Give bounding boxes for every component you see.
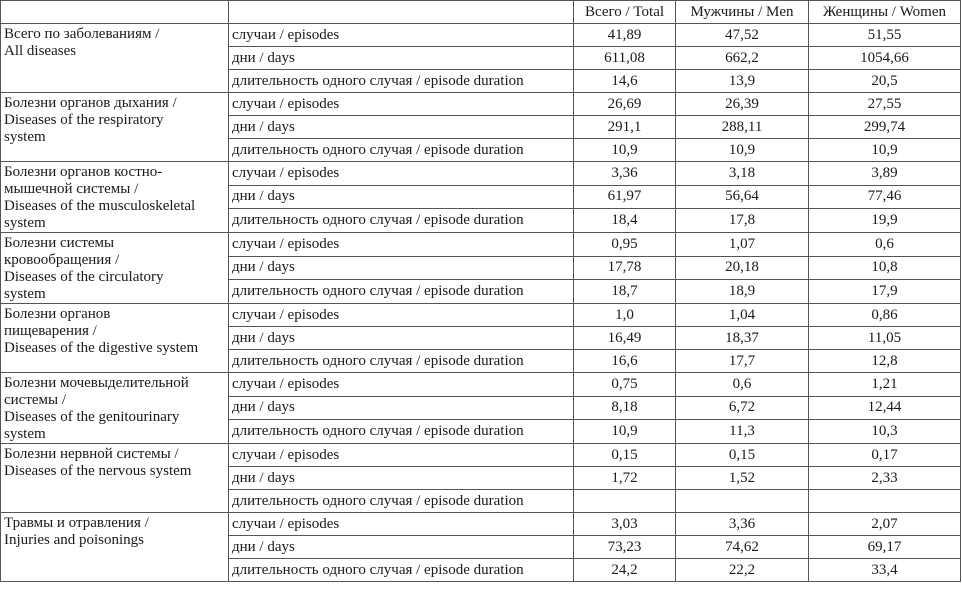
disease-group-line: Diseases of the nervous system — [4, 463, 192, 479]
men-value-cell: 11,3 — [676, 420, 809, 444]
women-value-cell: 12,8 — [809, 350, 961, 373]
men-value-cell: 20,18 — [676, 256, 809, 280]
total-value-cell: 0,15 — [574, 444, 676, 467]
total-value-cell: 1,72 — [574, 467, 676, 490]
men-value-cell: 3,36 — [676, 513, 809, 536]
disease-group-line: Болезни органов костно- — [4, 164, 163, 180]
men-value-cell: 0,6 — [676, 373, 809, 397]
men-value-cell: 18,37 — [676, 327, 809, 350]
men-value-cell: 13,9 — [676, 70, 809, 93]
total-value-cell: 0,95 — [574, 233, 676, 257]
disease-group-line: Болезни системы — [4, 235, 115, 251]
header-row — [1, 1, 961, 24]
metric-label-cell: случаи / episodes — [229, 304, 574, 327]
total-value-cell: 611,08 — [574, 47, 676, 70]
disease-group-line: Всего по заболеваниям / — [4, 26, 160, 42]
women-value-cell — [809, 490, 961, 513]
disease-group-line: кровообращения / — [4, 252, 120, 268]
women-value-cell: 10,3 — [809, 420, 961, 444]
metric-label-cell: дни / days — [229, 467, 574, 490]
disease-group-line: Diseases of the circulatory — [4, 269, 164, 285]
men-value-cell: 3,18 — [676, 162, 809, 186]
total-value-cell: 10,9 — [574, 420, 676, 444]
total-value-cell: 3,03 — [574, 513, 676, 536]
metric-label-cell: случаи / episodes — [229, 513, 574, 536]
women-value-cell: 10,9 — [809, 139, 961, 162]
women-value-cell: 2,33 — [809, 467, 961, 490]
men-value-cell: 17,7 — [676, 350, 809, 373]
header-cell-group — [1, 1, 229, 24]
men-value-cell: 26,39 — [676, 93, 809, 116]
disease-group-line: system — [4, 129, 46, 145]
men-value-cell — [676, 490, 809, 513]
total-value-cell: 18,4 — [574, 209, 676, 233]
total-value-cell: 1,0 — [574, 304, 676, 327]
total-value-cell: 8,18 — [574, 396, 676, 420]
total-value-cell: 16,6 — [574, 350, 676, 373]
metric-label-cell: случаи / episodes — [229, 24, 574, 47]
metric-label-cell: длительность одного случая / episode duration — [229, 209, 574, 233]
total-value-cell: 41,89 — [574, 24, 676, 47]
header-cell-metric — [229, 1, 574, 24]
metric-label-cell: длительность одного случая / episode duration — [229, 350, 574, 373]
total-value-cell — [574, 490, 676, 513]
metric-label-cell: длительность одного случая / episode duration — [229, 70, 574, 93]
table-body — [1, 24, 961, 582]
women-value-cell: 299,74 — [809, 116, 961, 139]
total-value-cell: 61,97 — [574, 185, 676, 209]
disease-group-line: Diseases of the musculoskeletal — [4, 198, 196, 214]
header-cell-total: Всего / Total — [574, 1, 676, 24]
disease-group-line: All diseases — [4, 43, 77, 59]
women-value-cell: 19,9 — [809, 209, 961, 233]
total-value-cell: 26,69 — [574, 93, 676, 116]
metric-label-cell: случаи / episodes — [229, 444, 574, 467]
metric-label-cell: длительность одного случая / episode duration — [229, 420, 574, 444]
metric-label-cell: длительность одного случая / episode duration — [229, 490, 574, 513]
metric-label-cell: длительность одного случая / episode duration — [229, 280, 574, 304]
women-value-cell: 51,55 — [809, 24, 961, 47]
metric-label-cell: дни / days — [229, 185, 574, 209]
men-value-cell: 56,64 — [676, 185, 809, 209]
total-value-cell: 0,75 — [574, 373, 676, 397]
women-value-cell: 77,46 — [809, 185, 961, 209]
metric-label-cell: дни / days — [229, 47, 574, 70]
women-value-cell: 20,5 — [809, 70, 961, 93]
disease-group-line: system — [4, 215, 46, 231]
disease-group-line: Diseases of the respiratory — [4, 112, 164, 128]
metric-label-cell: случаи / episodes — [229, 233, 574, 257]
metric-label-cell: дни / days — [229, 327, 574, 350]
disease-group-line: system — [4, 426, 46, 442]
disease-group-line: Injuries and poisonings — [4, 532, 144, 548]
table-row — [1, 233, 961, 257]
total-value-cell: 24,2 — [574, 559, 676, 582]
total-value-cell: 73,23 — [574, 536, 676, 559]
women-value-cell: 11,05 — [809, 327, 961, 350]
men-value-cell: 1,52 — [676, 467, 809, 490]
women-value-cell: 27,55 — [809, 93, 961, 116]
disease-group-line: Diseases of the digestive system — [4, 340, 199, 356]
disease-group-line: Diseases of the genitourinary — [4, 409, 180, 425]
metric-label-cell: дни / days — [229, 536, 574, 559]
disease-group-cell — [1, 162, 229, 233]
metric-label-cell: случаи / episodes — [229, 93, 574, 116]
disease-group-line: Травмы и отравления / — [4, 515, 149, 531]
disease-group-line: Болезни органов дыхания / — [4, 95, 177, 111]
disease-group-cell — [1, 233, 229, 304]
men-value-cell: 6,72 — [676, 396, 809, 420]
disease-group-line: пищеварения / — [4, 323, 97, 339]
women-value-cell: 69,17 — [809, 536, 961, 559]
men-value-cell: 18,9 — [676, 280, 809, 304]
men-value-cell: 47,52 — [676, 24, 809, 47]
metric-label-cell: длительность одного случая / episode duration — [229, 559, 574, 582]
women-value-cell: 3,89 — [809, 162, 961, 186]
total-value-cell: 10,9 — [574, 139, 676, 162]
disease-group-line: Болезни мочевыделительной — [4, 375, 189, 391]
metric-label-cell: случаи / episodes — [229, 162, 574, 186]
total-value-cell: 14,6 — [574, 70, 676, 93]
women-value-cell: 0,86 — [809, 304, 961, 327]
disease-group-line: системы / — [4, 392, 67, 408]
women-value-cell: 10,8 — [809, 256, 961, 280]
men-value-cell: 17,8 — [676, 209, 809, 233]
women-value-cell: 17,9 — [809, 280, 961, 304]
men-value-cell: 0,15 — [676, 444, 809, 467]
header-cell-women: Женщины / Women — [809, 1, 961, 24]
table-row — [1, 93, 961, 116]
header-cell-men: Мужчины / Men — [676, 1, 809, 24]
disease-group-cell — [1, 304, 229, 373]
women-value-cell: 12,44 — [809, 396, 961, 420]
men-value-cell: 1,04 — [676, 304, 809, 327]
women-value-cell: 0,6 — [809, 233, 961, 257]
total-value-cell: 17,78 — [574, 256, 676, 280]
women-value-cell: 1,21 — [809, 373, 961, 397]
total-value-cell: 291,1 — [574, 116, 676, 139]
table-row — [1, 162, 961, 186]
total-value-cell: 18,7 — [574, 280, 676, 304]
women-value-cell: 33,4 — [809, 559, 961, 582]
total-value-cell: 16,49 — [574, 327, 676, 350]
metric-label-cell: дни / days — [229, 396, 574, 420]
women-value-cell: 0,17 — [809, 444, 961, 467]
table-row — [1, 513, 961, 536]
table-row — [1, 304, 961, 327]
women-value-cell: 2,07 — [809, 513, 961, 536]
disease-group-line: мышечной системы / — [4, 181, 139, 197]
disease-group-cell — [1, 373, 229, 444]
metric-label-cell: дни / days — [229, 116, 574, 139]
metric-label-cell: длительность одного случая / episode duration — [229, 139, 574, 162]
men-value-cell: 74,62 — [676, 536, 809, 559]
table-row — [1, 24, 961, 47]
men-value-cell: 662,2 — [676, 47, 809, 70]
disease-group-cell — [1, 93, 229, 162]
disease-group-cell — [1, 444, 229, 513]
men-value-cell: 288,11 — [676, 116, 809, 139]
disease-group-cell — [1, 513, 229, 582]
metric-label-cell: случаи / episodes — [229, 373, 574, 397]
women-value-cell: 1054,66 — [809, 47, 961, 70]
men-value-cell: 1,07 — [676, 233, 809, 257]
disease-group-line: system — [4, 286, 46, 302]
disease-group-line: Болезни органов — [4, 306, 111, 322]
men-value-cell: 22,2 — [676, 559, 809, 582]
disease-group-cell — [1, 24, 229, 93]
disease-group-line: Болезни нервной системы / — [4, 446, 179, 462]
metric-label-cell: дни / days — [229, 256, 574, 280]
total-value-cell: 3,36 — [574, 162, 676, 186]
men-value-cell: 10,9 — [676, 139, 809, 162]
table-row — [1, 373, 961, 397]
table-row — [1, 444, 961, 467]
